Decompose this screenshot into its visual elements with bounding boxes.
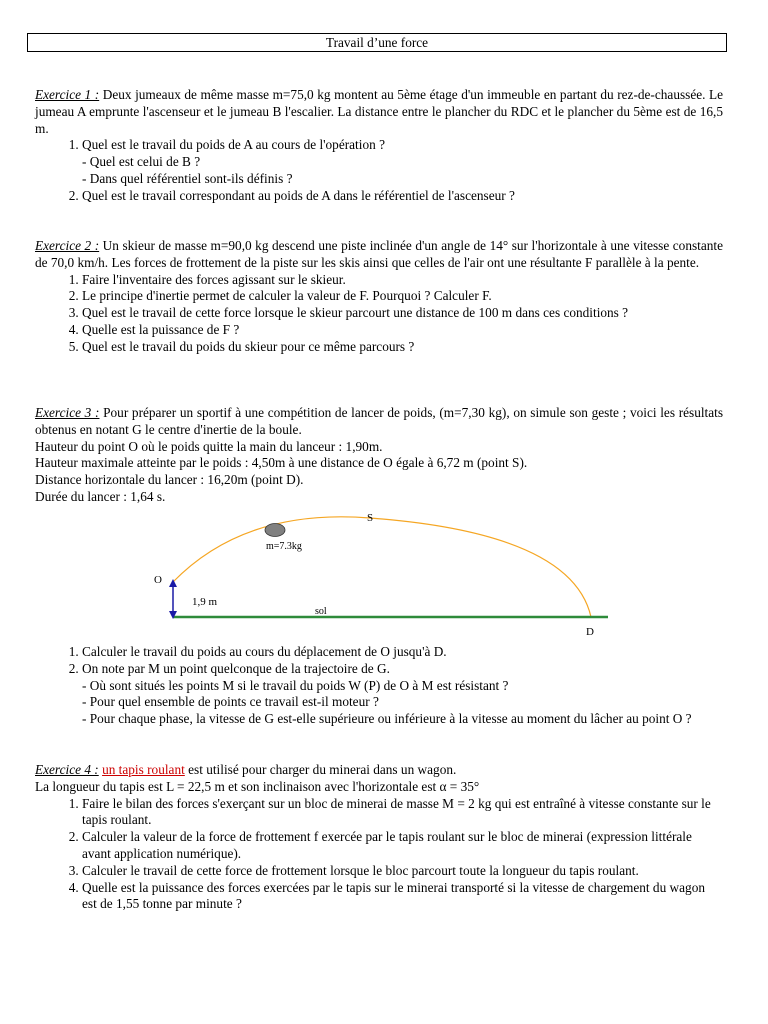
exercise-2-question-5: 5. Quel est le travail du poids du skieur pour ce même parcours ?: [82, 339, 723, 356]
exercise-1-question-1b: - Dans quel référentiel sont-ils définis ?: [82, 170, 293, 186]
exercise-1-heading: Exercice 1 :: [35, 87, 100, 102]
exercise-2-question-2: 2. Le principe d'inertie permet de calculer la valeur de F. Pourquoi ? Calculer F.: [82, 288, 723, 305]
exercise-4-text: est utilisé pour charger du minerai dans un wagon.: [184, 762, 457, 777]
shot-ball: [265, 524, 285, 537]
exercise-3-question-2a: - Où sont situés les points M si le travail du poids W (P) de O à M est résistant ?: [82, 677, 509, 693]
exercise-2: [35, 238, 723, 356]
exercise-4-heading: Exercice 4 :: [35, 762, 99, 777]
label-height: 1,9 m: [192, 596, 218, 608]
label-ground: sol: [315, 606, 327, 617]
exercise-3-question-2: [82, 661, 723, 728]
exercise-1-question-1: [82, 137, 723, 187]
exercise-1-question-1a: - Quel est celui de B ?: [82, 154, 201, 170]
exercise-3-question-2c: - Pour chaque phase, la vitesse de G est-elle supérieure ou inférieure à la vitesse au moment du lâcher au point O ?: [82, 711, 692, 727]
exercise-4-intro: [35, 762, 723, 779]
exercise-4-question-3: 3. Calculer le travail de cette force de frottement lorsque le bloc parcourt toute la longueur du tapis roulant.: [82, 863, 723, 880]
label-mass: m=7.3kg: [266, 541, 302, 552]
tapis-roulant-link[interactable]: un tapis roulant: [102, 762, 185, 777]
exercise-1-questions: [35, 137, 723, 204]
exercise-1-text: Deux jumeaux de même masse m=75,0 kg montent au 5ème étage d'un immeuble en partant du rez-de-chaussée. Le jumeau A emprunte l'ascenseur et le jumeau B l'escalier. La distance entre le plancher du RDC et le plancher du 5ème est de 16,5 m.: [35, 87, 724, 136]
trajectory-curve: [173, 517, 591, 617]
label-d: D: [586, 626, 594, 638]
exercise-4-questions: [35, 796, 723, 914]
exercise-3-line-4: Durée du lancer : 1,64 s.: [35, 488, 166, 504]
exercise-4-line-1: La longueur du tapis est L = 22,5 m et son inclinaison avec l'horizontale est α = 35°: [35, 778, 480, 794]
exercise-3-heading: Exercice 3 :: [35, 405, 100, 420]
exercise-1-question-1-text: Quel est le travail du poids de A au cours de l'opération ?: [82, 137, 385, 153]
exercise-3-questions: [35, 644, 723, 728]
exercise-3-questions-block: [35, 644, 723, 728]
exercise-3-text: Pour préparer un sportif à une compétition de lancer de poids, (m=7,30 kg), on simule son geste ; voici les résultats obtenus en notant G le centre d'inertie de la boule.: [35, 405, 724, 437]
exercise-3-line-3: Distance horizontale du lancer : 16,20m (point D).: [35, 472, 304, 488]
document-title: Travail d’une force: [27, 33, 727, 52]
exercise-2-intro: [35, 238, 723, 272]
label-o: O: [154, 574, 162, 586]
exercise-4-question-2: 2. Calculer la valeur de la force de frottement f exercée par le tapis roulant sur le bloc de minerai (expression littérale avant application numérique).: [82, 829, 723, 863]
trajectory-figure: [140, 505, 620, 640]
exercise-2-questions: [35, 272, 723, 356]
exercise-2-question-4: 4. Quelle est la puissance de F ?: [82, 322, 723, 339]
exercise-1: [35, 87, 723, 205]
exercise-4: [35, 762, 723, 913]
exercise-3: [35, 405, 723, 506]
exercise-3-line-1: Hauteur du point O où le poids quitte la main du lanceur : 1,90m.: [35, 438, 383, 454]
exercise-3-line-2: Hauteur maximale atteinte par le poids : 4,50m à une distance de O égale à 6,72 m (point S).: [35, 455, 528, 471]
exercise-1-question-2: 2. Quel est le travail correspondant au poids de A dans le référentiel de l'ascenseur ?: [82, 188, 723, 205]
exercise-4-question-4: 4. Quelle est la puissance des forces exercées par le tapis sur le minerai transporté si la vitesse de chargement du wagon est de 1,55 tonne par minute ?: [82, 880, 723, 914]
exercise-2-heading: Exercice 2 :: [35, 238, 100, 253]
exercise-2-question-1: 1. Faire l'inventaire des forces agissant sur le skieur.: [82, 272, 723, 289]
exercise-3-question-1: 1. Calculer le travail du poids au cours du déplacement de O jusqu'à D.: [82, 644, 723, 661]
exercise-2-question-3: 3. Quel est le travail de cette force lorsque le skieur parcourt une distance de 100 m dans ces conditions ?: [82, 305, 723, 322]
exercise-3-intro: [35, 405, 723, 439]
label-s: S: [367, 512, 374, 524]
exercise-2-text: Un skieur de masse m=90,0 kg descend une piste inclinée d'un angle de 14° sur l'horizontale à une vitesse constante de 70,0 km/h. Les forces de frottement de la piste sur les skis ainsi que celles de l'air ont une résultante F parallèle à la pente.: [35, 238, 723, 270]
exercise-4-question-1: 1. Faire le bilan des forces s'exerçant sur un bloc de minerai de masse M = 2 kg qui est entraîné à vitesse constante sur le tapis roulant.: [82, 796, 723, 830]
height-arrow-up-head: [169, 579, 177, 587]
exercise-1-intro: [35, 87, 723, 137]
exercise-3-question-2-text: On note par M un point quelconque de la trajectoire de G.: [82, 660, 390, 676]
exercise-3-question-2b: - Pour quel ensemble de points ce travail est-il moteur ?: [82, 694, 379, 710]
